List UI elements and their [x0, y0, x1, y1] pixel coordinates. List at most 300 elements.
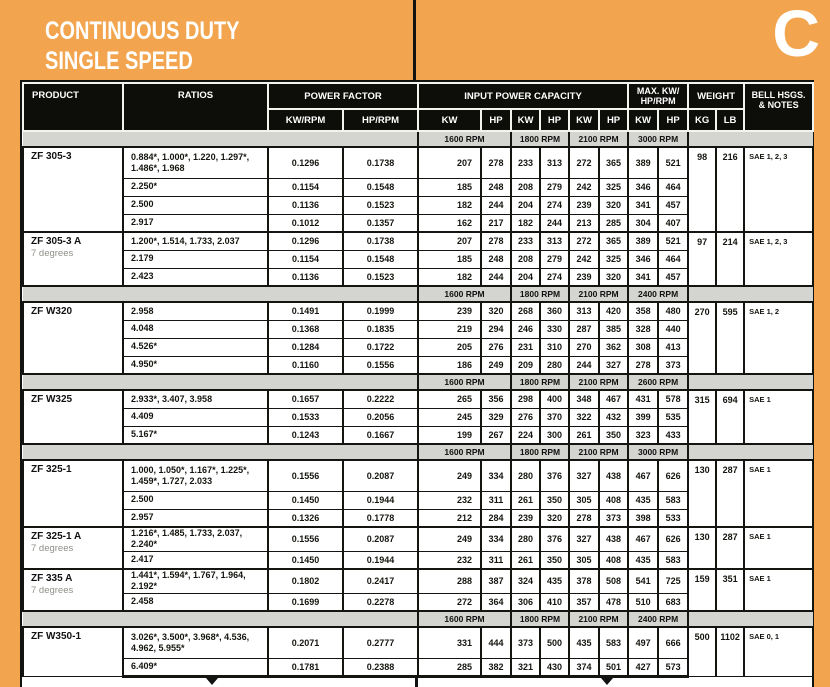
rpm-band-label: 1800 RPM — [511, 131, 569, 147]
power-value-cell: 435 — [540, 569, 569, 593]
ratios-cell: 1.216*, 1.485, 1.733, 2.037, 2.240* — [123, 527, 268, 551]
power-value-cell: 508 — [599, 569, 628, 593]
power-value-cell: 408 — [599, 551, 628, 569]
kw-per-rpm-cell: 0.1556 — [268, 460, 343, 491]
power-value-cell: 285 — [599, 214, 628, 232]
power-value-cell: 272 — [418, 593, 481, 611]
band-filler — [23, 131, 418, 147]
power-value-cell: 209 — [511, 356, 540, 374]
ratios-cell: 1.441*, 1.594*, 1.767, 1.964, 2.192* — [123, 569, 268, 593]
hp-per-rpm-cell: 0.1944 — [343, 491, 418, 509]
power-value-cell: 320 — [599, 196, 628, 214]
power-value-cell: 248 — [481, 178, 511, 196]
kw-per-rpm-cell: 0.1802 — [268, 569, 343, 593]
weight-kg-cell: 130 — [688, 460, 716, 527]
section-letter: C — [772, 0, 820, 70]
power-value-cell: 313 — [540, 147, 569, 178]
power-value-cell: 270 — [569, 338, 599, 356]
page-title-line1: CONTINUOUS DUTY — [45, 17, 240, 45]
power-value-cell: 305 — [569, 491, 599, 509]
power-value-cell: 239 — [569, 196, 599, 214]
hp-per-rpm-cell: 0.2222 — [343, 390, 418, 408]
power-value-cell: 208 — [511, 178, 540, 196]
hp-per-rpm-header: HP/RPM — [343, 109, 418, 131]
power-value-cell: 300 — [540, 426, 569, 444]
bell-housing-notes-cell: SAE 1, 2, 3 — [744, 147, 813, 232]
power-value-cell: 280 — [540, 356, 569, 374]
power-value-cell: 274 — [540, 268, 569, 286]
power-value-cell: 583 — [658, 551, 688, 569]
hp-per-rpm-cell: 0.2087 — [343, 527, 418, 551]
power-value-cell: 435 — [628, 551, 658, 569]
power-value-cell: 420 — [599, 302, 628, 320]
ratios-cell: 2.957 — [123, 509, 268, 527]
weight-kg-cell: 97 — [688, 232, 716, 286]
power-value-cell: 239 — [418, 302, 481, 320]
power-value-cell: 438 — [599, 527, 628, 551]
kw-per-rpm-cell: 0.1450 — [268, 491, 343, 509]
power-value-cell: 239 — [569, 268, 599, 286]
spec-row — [23, 302, 813, 320]
ratios-cell: 2.500 — [123, 196, 268, 214]
power-value-cell: 239 — [511, 509, 540, 527]
spec-row — [23, 527, 813, 551]
hp-per-rpm-cell: 0.1523 — [343, 196, 418, 214]
ratios-cell: 2.958 — [123, 302, 268, 320]
power-value-cell: 278 — [481, 232, 511, 250]
ratios-cell: 3.026*, 3.500*, 3.968*, 4.536, 4.962, 5.955* — [123, 627, 268, 658]
ratios-cell: 4.048 — [123, 320, 268, 338]
kw-per-rpm-cell: 0.1154 — [268, 178, 343, 196]
hp-per-rpm-cell: 0.1835 — [343, 320, 418, 338]
power-value-cell: 376 — [540, 527, 569, 551]
rpm-band-label: 2100 RPM — [569, 131, 628, 147]
bell-housing-notes-cell: SAE 1, 2 — [744, 302, 813, 374]
power-value-cell: 464 — [658, 178, 688, 196]
power-value-cell: 267 — [481, 426, 511, 444]
rpm-band-label: 1600 RPM — [418, 611, 511, 627]
power-value-cell: 389 — [628, 147, 658, 178]
kw-per-rpm-cell: 0.1326 — [268, 509, 343, 527]
power-value-cell: 501 — [599, 658, 628, 676]
product-angle-note: 7 degrees — [31, 585, 74, 596]
power-value-cell: 285 — [418, 658, 481, 676]
hp-per-rpm-cell: 0.1357 — [343, 214, 418, 232]
power-value-cell: 331 — [418, 627, 481, 658]
power-value-cell: 467 — [628, 527, 658, 551]
hp-col-header: HP — [658, 109, 688, 131]
product-angle-note: 7 degrees — [31, 543, 74, 554]
power-value-cell: 365 — [599, 232, 628, 250]
rpm-band-label: 2100 RPM — [569, 444, 628, 460]
weight-kg-cell: 98 — [688, 147, 716, 232]
power-value-cell: 364 — [481, 593, 511, 611]
rpm-band-row — [23, 611, 813, 627]
weight-kg-cell: 315 — [688, 390, 716, 444]
kw-per-rpm-cell: 0.1657 — [268, 390, 343, 408]
hp-per-rpm-cell: 0.1778 — [343, 509, 418, 527]
power-value-cell: 541 — [628, 569, 658, 593]
power-value-cell: 373 — [658, 356, 688, 374]
spec-row — [23, 569, 813, 593]
power-value-cell: 279 — [540, 178, 569, 196]
power-value-cell: 583 — [599, 627, 628, 658]
product-cell — [23, 569, 123, 611]
kw-col-header: KW — [569, 109, 599, 131]
kw-per-rpm-cell: 0.1284 — [268, 338, 343, 356]
power-value-cell: 284 — [481, 509, 511, 527]
power-value-cell: 583 — [658, 491, 688, 509]
power-value-cell: 400 — [540, 390, 569, 408]
rpm-band-label: 3000 RPM — [628, 444, 688, 460]
weight-lb-cell: 694 — [716, 390, 744, 444]
power-value-cell: 294 — [481, 320, 511, 338]
spec-row — [23, 460, 813, 491]
power-value-cell: 261 — [511, 491, 540, 509]
bell-housing-notes-cell: SAE 1 — [744, 390, 813, 444]
power-value-cell: 382 — [481, 658, 511, 676]
kw-per-rpm-cell: 0.1160 — [268, 356, 343, 374]
rpm-band-label: 1800 RPM — [511, 444, 569, 460]
power-value-cell: 213 — [569, 214, 599, 232]
power-value-cell: 276 — [481, 338, 511, 356]
product-name: ZF 335 A — [31, 573, 73, 584]
rpm-band-label: 2400 RPM — [628, 611, 688, 627]
weight-lb-cell: 287 — [716, 527, 744, 569]
column-divider-line — [415, 678, 418, 687]
power-value-cell: 322 — [569, 408, 599, 426]
hp-per-rpm-cell: 0.1556 — [343, 356, 418, 374]
header-line: HP/RPM — [640, 96, 676, 106]
band-filler — [23, 286, 418, 302]
kw-per-rpm-cell: 0.1368 — [268, 320, 343, 338]
lb-col-header: LB — [716, 109, 744, 131]
power-value-cell: 182 — [418, 268, 481, 286]
ratios-cell: 6.409* — [123, 658, 268, 676]
rpm-band-label: 2100 RPM — [569, 374, 628, 390]
product-name: ZF 305-3 A — [31, 236, 82, 247]
power-value-cell: 346 — [628, 178, 658, 196]
hp-per-rpm-cell: 0.2388 — [343, 658, 418, 676]
power-value-cell: 244 — [569, 356, 599, 374]
power-value-cell: 325 — [599, 250, 628, 268]
rpm-band-label: 1800 RPM — [511, 611, 569, 627]
power-value-cell: 457 — [658, 268, 688, 286]
power-value-cell: 467 — [599, 390, 628, 408]
power-value-cell: 279 — [540, 250, 569, 268]
power-value-cell: 413 — [658, 338, 688, 356]
band-filler — [23, 444, 418, 460]
hp-per-rpm-cell: 0.1944 — [343, 551, 418, 569]
weight-lb-cell: 287 — [716, 460, 744, 527]
weight-kg-cell: 159 — [688, 569, 716, 611]
power-value-cell: 521 — [658, 232, 688, 250]
product-cell — [23, 232, 123, 286]
power-value-cell: 510 — [628, 593, 658, 611]
product-name: ZF W350-1 — [31, 631, 82, 642]
rpm-band-row — [23, 374, 813, 390]
kw-col-header: KW — [628, 109, 658, 131]
kw-per-rpm-cell: 0.1296 — [268, 232, 343, 250]
power-value-cell: 185 — [418, 250, 481, 268]
power-value-cell: 399 — [628, 408, 658, 426]
kw-col-header: KW — [418, 109, 481, 131]
band-filler — [23, 374, 418, 390]
header-line: MAX. KW/ — [636, 85, 680, 96]
power-value-cell: 373 — [511, 627, 540, 658]
rpm-band-label: 3000 RPM — [628, 131, 688, 147]
product-cell — [23, 390, 123, 444]
power-value-cell: 313 — [569, 302, 599, 320]
power-value-cell: 311 — [481, 551, 511, 569]
weight-lb-cell: 214 — [716, 232, 744, 286]
kw-per-rpm-cell: 0.1556 — [268, 527, 343, 551]
hp-per-rpm-cell: 0.1999 — [343, 302, 418, 320]
rpm-band-label: 2100 RPM — [569, 286, 628, 302]
power-value-cell: 407 — [658, 214, 688, 232]
kw-per-rpm-header: KW/RPM — [268, 109, 343, 131]
ratios-cell: 4.950* — [123, 356, 268, 374]
band-filler — [688, 611, 813, 627]
hp-per-rpm-cell: 0.1523 — [343, 268, 418, 286]
kw-per-rpm-cell: 0.2071 — [268, 627, 343, 658]
power-value-cell: 304 — [628, 214, 658, 232]
power-value-cell: 432 — [599, 408, 628, 426]
power-value-cell: 535 — [658, 408, 688, 426]
header-divider-line — [413, 0, 416, 80]
power-value-cell: 370 — [540, 408, 569, 426]
power-value-cell: 244 — [481, 196, 511, 214]
power-value-cell: 244 — [481, 268, 511, 286]
power-value-cell: 376 — [540, 460, 569, 491]
power-value-cell: 204 — [511, 268, 540, 286]
power-value-cell: 246 — [511, 320, 540, 338]
power-value-cell: 387 — [481, 569, 511, 593]
header-line: BELL HSGS. — [751, 90, 806, 100]
power-value-cell: 308 — [628, 338, 658, 356]
power-value-cell: 431 — [628, 390, 658, 408]
power-value-cell: 408 — [599, 491, 628, 509]
power-value-cell: 242 — [569, 250, 599, 268]
power-value-cell: 248 — [481, 250, 511, 268]
rpm-band-label: 1600 RPM — [418, 444, 511, 460]
power-value-cell: 378 — [569, 569, 599, 593]
ratios-cell: 2.417 — [123, 551, 268, 569]
spec-row — [23, 232, 813, 250]
power-value-cell: 478 — [599, 593, 628, 611]
power-value-cell: 435 — [569, 627, 599, 658]
product-name: ZF 305-3 — [31, 151, 72, 162]
power-value-cell: 327 — [599, 356, 628, 374]
weight-kg-cell: 130 — [688, 527, 716, 569]
page-title-line2: SINGLE SPEED — [45, 46, 193, 75]
bell-housing-notes-cell: SAE 1 — [744, 460, 813, 527]
power-value-cell: 182 — [511, 214, 540, 232]
kw-per-rpm-cell: 0.1296 — [268, 147, 343, 178]
power-value-cell: 323 — [628, 426, 658, 444]
input-power-capacity-header: INPUT POWER CAPACITY — [418, 83, 628, 109]
bell-housing-notes-cell: SAE 1, 2, 3 — [744, 232, 813, 286]
hp-per-rpm-cell: 0.1548 — [343, 250, 418, 268]
power-value-cell: 374 — [569, 658, 599, 676]
hp-per-rpm-cell: 0.2087 — [343, 460, 418, 491]
power-value-cell: 207 — [418, 232, 481, 250]
product-cell — [23, 627, 123, 676]
power-value-cell: 350 — [540, 551, 569, 569]
power-value-cell: 666 — [658, 627, 688, 658]
ratios-cell: 4.526* — [123, 338, 268, 356]
power-value-cell: 356 — [481, 390, 511, 408]
power-value-cell: 578 — [658, 390, 688, 408]
power-value-cell: 464 — [658, 250, 688, 268]
power-value-cell: 232 — [418, 491, 481, 509]
power-value-cell: 533 — [658, 509, 688, 527]
power-value-cell: 480 — [658, 302, 688, 320]
header-line: & NOTES — [758, 100, 799, 111]
weight-header: WEIGHT — [688, 83, 744, 109]
ratios-cell: 2.458 — [123, 593, 268, 611]
weight-kg-cell: 270 — [688, 302, 716, 374]
kw-per-rpm-cell: 0.1243 — [268, 426, 343, 444]
ratios-cell: 0.884*, 1.000*, 1.220, 1.297*, 1.486*, 1.968 — [123, 147, 268, 178]
power-value-cell: 325 — [599, 178, 628, 196]
power-value-cell: 334 — [481, 460, 511, 491]
rpm-band-row — [23, 286, 813, 302]
power-value-cell: 280 — [511, 460, 540, 491]
hp-per-rpm-cell: 0.1667 — [343, 426, 418, 444]
hp-per-rpm-cell: 0.2056 — [343, 408, 418, 426]
product-cell — [23, 147, 123, 232]
product-name: ZF 325-1 A — [31, 531, 82, 542]
weight-lb-cell: 595 — [716, 302, 744, 374]
hp-col-header: HP — [599, 109, 628, 131]
band-filler — [688, 444, 813, 460]
rpm-band-label: 1800 RPM — [511, 374, 569, 390]
rpm-band-label: 1600 RPM — [418, 286, 511, 302]
continued-down-triangle — [206, 678, 218, 685]
weight-lb-cell: 1102 — [716, 627, 744, 676]
band-filler — [688, 374, 813, 390]
power-value-cell: 440 — [658, 320, 688, 338]
power-value-cell: 287 — [569, 320, 599, 338]
power-value-cell: 305 — [569, 551, 599, 569]
ratios-cell: 2.917 — [123, 214, 268, 232]
page-title — [45, 17, 239, 76]
power-value-cell: 278 — [481, 147, 511, 178]
power-value-cell: 389 — [628, 232, 658, 250]
power-value-cell: 249 — [418, 460, 481, 491]
rpm-band-label: 2400 RPM — [628, 286, 688, 302]
power-value-cell: 521 — [658, 147, 688, 178]
power-value-cell: 350 — [599, 426, 628, 444]
power-value-cell: 219 — [418, 320, 481, 338]
power-value-cell: 186 — [418, 356, 481, 374]
power-value-cell: 280 — [511, 527, 540, 551]
power-value-cell: 268 — [511, 302, 540, 320]
product-cell — [23, 460, 123, 527]
power-value-cell: 683 — [658, 593, 688, 611]
power-value-cell: 231 — [511, 338, 540, 356]
power-value-cell: 320 — [540, 509, 569, 527]
kw-per-rpm-cell: 0.1781 — [268, 658, 343, 676]
power-value-cell: 350 — [540, 491, 569, 509]
power-value-cell: 341 — [628, 196, 658, 214]
power-value-cell: 313 — [540, 232, 569, 250]
spec-table-container — [20, 80, 814, 687]
rpm-band-row — [23, 444, 813, 460]
power-value-cell: 497 — [628, 627, 658, 658]
product-name: ZF W320 — [31, 306, 73, 317]
power-value-cell: 362 — [599, 338, 628, 356]
power-value-cell: 346 — [628, 250, 658, 268]
power-value-cell: 321 — [511, 658, 540, 676]
bell-housing-notes-cell: SAE 0, 1 — [744, 627, 813, 676]
band-filler — [688, 131, 813, 147]
power-value-cell: 327 — [569, 460, 599, 491]
power-value-cell: 360 — [540, 302, 569, 320]
hp-per-rpm-cell: 0.1722 — [343, 338, 418, 356]
power-value-cell: 358 — [628, 302, 658, 320]
power-value-cell: 288 — [418, 569, 481, 593]
power-value-cell: 457 — [658, 196, 688, 214]
power-value-cell: 357 — [569, 593, 599, 611]
kw-col-header: KW — [511, 109, 540, 131]
power-value-cell: 334 — [481, 527, 511, 551]
page-bottom-cutoff — [22, 678, 812, 687]
kw-per-rpm-cell: 0.1699 — [268, 593, 343, 611]
power-value-cell: 410 — [540, 593, 569, 611]
power-value-cell: 438 — [599, 460, 628, 491]
spec-table — [22, 82, 814, 678]
hp-col-header: HP — [540, 109, 569, 131]
band-filler — [23, 611, 418, 627]
kw-per-rpm-cell: 0.1491 — [268, 302, 343, 320]
power-value-cell: 365 — [599, 147, 628, 178]
rpm-band-label: 1800 RPM — [511, 286, 569, 302]
ratios-cell: 5.167* — [123, 426, 268, 444]
weight-kg-cell: 500 — [688, 627, 716, 676]
power-factor-header: POWER FACTOR — [268, 83, 418, 109]
power-value-cell: 324 — [511, 569, 540, 593]
power-value-cell: 278 — [569, 509, 599, 527]
power-value-cell: 467 — [628, 460, 658, 491]
kw-per-rpm-cell: 0.1533 — [268, 408, 343, 426]
power-value-cell: 725 — [658, 569, 688, 593]
product-name: ZF W325 — [31, 394, 73, 405]
power-value-cell: 320 — [481, 302, 511, 320]
power-value-cell: 348 — [569, 390, 599, 408]
power-value-cell: 373 — [599, 509, 628, 527]
power-value-cell: 274 — [540, 196, 569, 214]
bell-housings-notes-header — [744, 83, 813, 131]
bell-housing-notes-cell: SAE 1 — [744, 527, 813, 569]
power-value-cell: 199 — [418, 426, 481, 444]
hp-per-rpm-cell: 0.1548 — [343, 178, 418, 196]
kw-per-rpm-cell: 0.1012 — [268, 214, 343, 232]
power-value-cell: 276 — [511, 408, 540, 426]
product-angle-note: 7 degrees — [31, 248, 74, 259]
power-value-cell: 341 — [628, 268, 658, 286]
power-value-cell: 224 — [511, 426, 540, 444]
ratios-header: RATIOS — [123, 83, 268, 131]
power-value-cell: 208 — [511, 250, 540, 268]
power-value-cell: 306 — [511, 593, 540, 611]
power-value-cell: 207 — [418, 147, 481, 178]
product-name: ZF 325-1 — [31, 464, 72, 475]
rpm-band-label: 1600 RPM — [418, 374, 511, 390]
power-value-cell: 328 — [628, 320, 658, 338]
rpm-band-label: 2100 RPM — [569, 611, 628, 627]
